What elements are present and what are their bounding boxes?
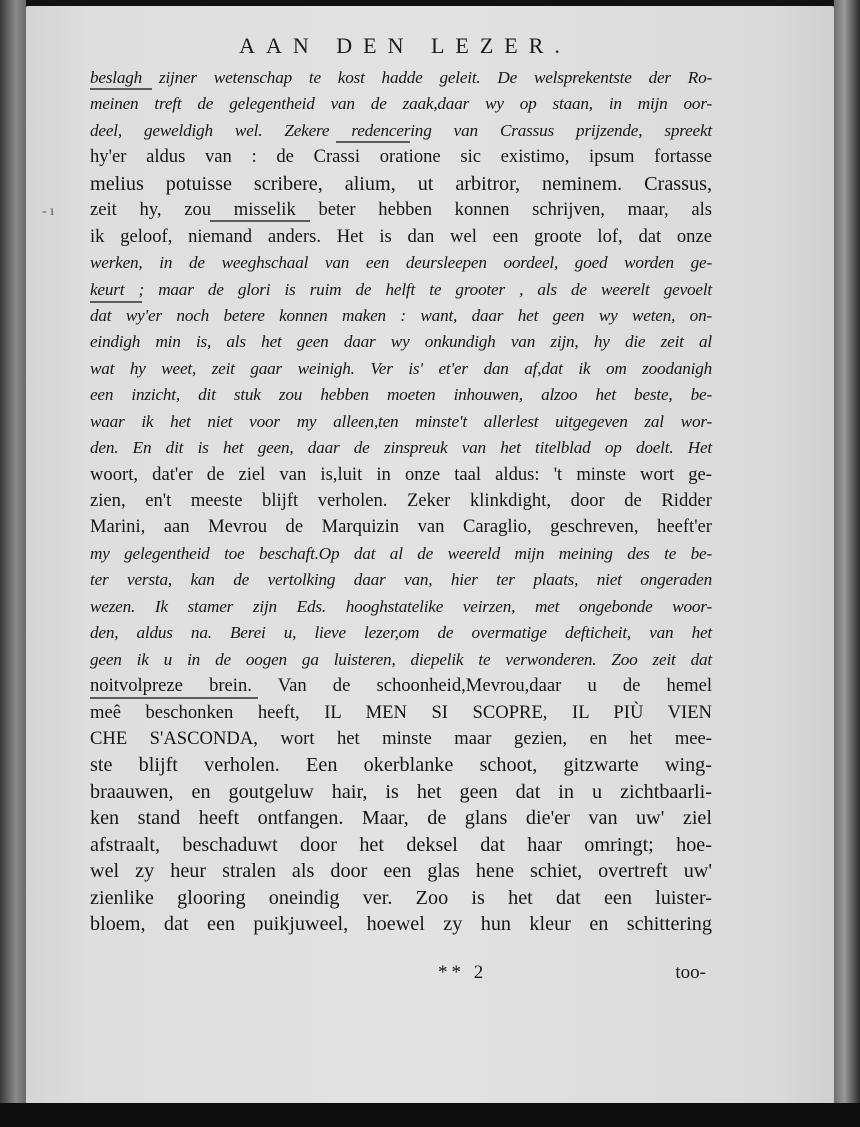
text-line: den. En dit is het geen, daar de zinspreuk van het titelblad op doelt. Het — [90, 438, 712, 458]
text-line: my gelegentheid toe beschaft.Op dat al de weereld mijn meining des te be- — [90, 543, 712, 563]
body-text — [90, 65, 712, 937]
text-line: melius potuisse scribere, alium, ut arbitror, neminem. Crassus, — [90, 172, 712, 195]
margin-mark: - ı — [42, 204, 55, 219]
book-left-edge — [0, 0, 26, 1127]
text-line: deel, geweldigh wel. Zekere redencering van Crassus prijzende, spreekt — [90, 120, 712, 140]
text-line: afstraalt, beschaduwt door het deksel dat haar omringt; hoe- — [90, 833, 712, 856]
text-line: woort, dat'er de ziel van is,luit in onze taal aldus: 't minste wort ge- — [90, 463, 712, 485]
text-line: dat wy'er noch betere konnen maken : want, daar het geen wy weten, on- — [90, 305, 712, 325]
text-line: Marini, aan Mevrou de Marquizin van Caraglio, geschreven, heeft'er — [90, 516, 712, 538]
text-line: zienlike glooring oneindig ver. Zoo is het dat een luister- — [90, 886, 712, 909]
book-bottom-edge — [0, 1103, 860, 1127]
text-line: den, aldus na. Berei u, lieve lezer,om de overmatige defticheit, van het — [90, 623, 712, 643]
signature-mark: ** 2 — [438, 962, 488, 983]
text-line: ken stand heeft ontfangen. Maar, de glans die'er van uw' ziel — [90, 807, 712, 830]
pencil-underline — [90, 301, 142, 303]
text-line: CHE S'ASCONDA, wort het minste maar gezien, en het mee- — [90, 727, 712, 749]
pencil-underline — [90, 88, 152, 90]
text-line: een inzicht, dit stuk zou hebben moeten inhouwen, alzoo het beste, be- — [90, 385, 712, 405]
text-line: waar ik het niet voor my alleen,ten minste't allerlest uitgegeven zal wor- — [90, 411, 712, 431]
text-line: wat hy weet, zeit gaar weinigh. Ver is' et'er dan af,dat ik om zoodanigh — [90, 358, 712, 378]
text-line: geen ik u in de oogen ga luisteren, diepelik te verwonderen. Zoo zeit dat — [90, 649, 712, 669]
text-line: wel zy heur stralen als door een glas hene schiet, overtreft uw' — [90, 860, 712, 883]
text-line: bloem, dat een puikjuweel, hoewel zy hun kleur en schittering — [90, 913, 712, 935]
page-footer — [90, 962, 712, 988]
text-line: ik geloof, niemand anders. Het is dan wel een groote lof, dat onze — [90, 225, 712, 247]
text-line: beslagh zijner wetenschap te kost hadde geleit. De welsprekentste der Ro- — [90, 68, 712, 87]
text-line: ter versta, kan de vertolking daar van, hier ter plaats, niet ongeraden — [90, 570, 712, 590]
text-line: hy'er aldus van : de Crassi oratione sic existimo, ipsum fortasse — [90, 146, 712, 168]
text-line: keurt ; maar de glori is ruim de helft te grooter , als de weerelt gevoelt — [90, 279, 712, 299]
text-line: wezen. Ik stamer zijn Eds. hooghstatelike veirzen, met ongebonde woor- — [90, 596, 712, 616]
pencil-underline — [90, 697, 258, 699]
text-line: meinen treft de gelegentheid van de zaak,daar wy op staan, in mijn oor- — [90, 94, 712, 114]
running-header: AAN DEN LEZER. — [239, 33, 571, 58]
text-line: meê beschonken heeft, IL MEN SI SCOPRE, IL PIÙ VIEN — [90, 701, 712, 723]
text-line: zien, en't meeste blijft verholen. Zeker klinkdight, door de Ridder — [90, 490, 712, 511]
text-line: braauwen, en goutgeluw hair, is het geen dat in u zichtbaarli- — [90, 780, 712, 803]
text-line: noitvolpreze brein. Van de schoonheid,Mevrou,daar u de hemel — [90, 675, 712, 697]
text-line: ste blijft verholen. Een okerblanke schoot, gitzwarte wing- — [90, 754, 712, 777]
catchword: too- — [675, 962, 706, 983]
text-line: zeit hy, zou misselik beter hebben konnen schrijven, maar, als — [90, 199, 712, 221]
pencil-underline — [336, 141, 410, 143]
pencil-underline — [210, 220, 310, 222]
text-line: eindigh min is, als het geen daar wy onkundigh van zijn, hy die zeit al — [90, 332, 712, 352]
book-right-edge — [834, 0, 860, 1127]
text-line: werken, in de weeghschaal van een deursleepen oordeel, goed worden ge- — [90, 253, 712, 273]
